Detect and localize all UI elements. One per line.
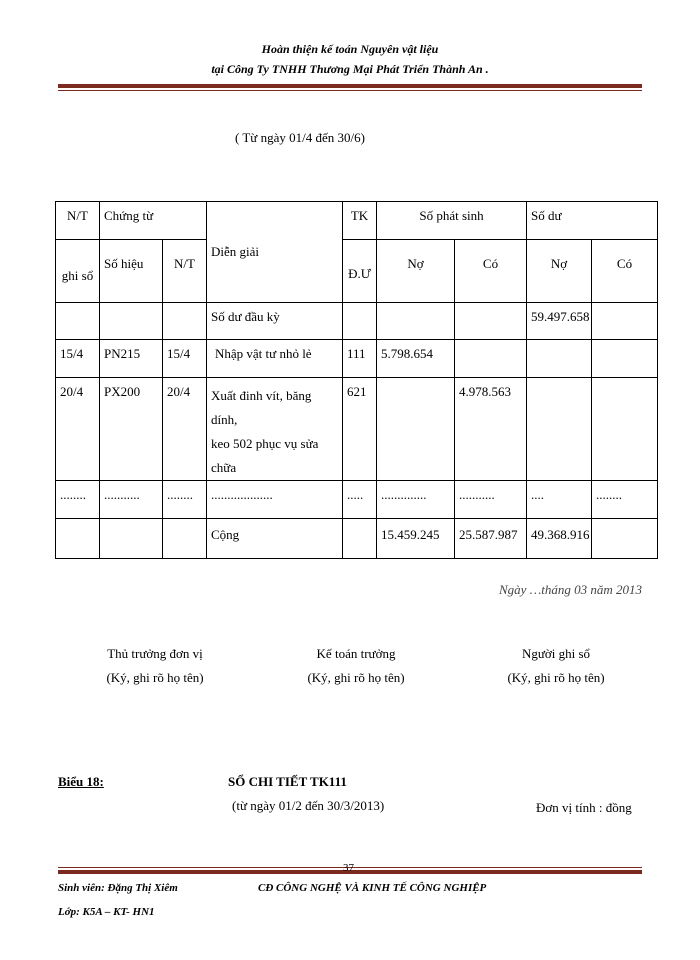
row1-nt: 15/4 (56, 340, 100, 378)
dots-c2: ........... (100, 481, 163, 519)
table-row-total (56, 519, 658, 559)
col-header-diengiai: Diễn giải (207, 202, 343, 303)
signature-note: (Ký, ghi rõ họ tên) (307, 670, 405, 685)
page-number: 37 (343, 862, 354, 874)
dots-c6: .............. (377, 481, 455, 519)
section-period: (từ ngày 01/2 đến 30/3/2013) (232, 798, 385, 813)
col-header-no: Nợ (377, 240, 455, 303)
signature-note: (Ký, ghi rõ họ tên) (507, 670, 605, 685)
col-header-co2: Có (592, 240, 658, 303)
dots-c3: ........ (163, 481, 207, 519)
signature-block-director (55, 646, 255, 686)
footer-school: CĐ CÔNG NGHỆ VÀ KINH TẾ CÔNG NGHIỆP (258, 882, 487, 894)
header-rule-thin (58, 90, 642, 91)
signature-title: Thủ trưởng đơn vị (107, 646, 203, 661)
col-header-co: Có (455, 240, 527, 303)
table-header-row-2 (56, 240, 658, 303)
dots-c1: ........ (56, 481, 100, 519)
table-header-row-1 (56, 202, 658, 240)
dots-c9: ........ (592, 481, 658, 519)
col-header-no2: Nợ (527, 240, 592, 303)
signature-block-chief-accountant (256, 646, 456, 686)
row1-diengiai: Nhập vật tư nhỏ lẻ (207, 340, 343, 378)
signature-title: Người ghi sổ (521, 646, 591, 661)
col-header-chungtu: Chứng từ (100, 202, 207, 240)
row2-ngay: 20/4 (163, 378, 207, 481)
table-row (56, 340, 658, 378)
col-header-nt: N/T (56, 202, 100, 240)
col-header-ghiso: ghi sổ (56, 240, 100, 303)
row2-diengiai-line2: keo 502 phục vụ sửa chữa (211, 436, 319, 475)
signature-title: Kế toán trưởng (316, 646, 396, 661)
table-row-opening (56, 303, 658, 340)
opening-label: Số dư đầu kỳ (207, 303, 343, 340)
total-du-no: 49.368.916 (527, 519, 592, 559)
total-no: 15.459.245 (377, 519, 455, 559)
row2-diengiai (207, 378, 343, 481)
col-header-nt2: N/T (163, 240, 207, 303)
header-rule-thick (58, 84, 642, 88)
row2-co: 4.978.563 (455, 378, 527, 481)
date-line: Ngày …tháng 03 năm 2013 (499, 582, 642, 597)
dots-c8: .... (527, 481, 592, 519)
header-title-line2: tại Công Ty TNHH Thương Mại Phát Triển Thành An . (211, 62, 489, 76)
table-row-dots (56, 481, 658, 519)
opening-du-no: 59.497.658 (527, 303, 592, 340)
ledger-table (55, 201, 658, 559)
row2-sohieu: PX200 (100, 378, 163, 481)
signature-block-recorder (456, 646, 656, 686)
total-label: Cộng (207, 519, 343, 559)
row2-nt: 20/4 (56, 378, 100, 481)
section-unit: Đơn vị tính : đồng (536, 800, 632, 815)
footer-student: Sinh viên: Đặng Thị Xiêm (58, 882, 178, 894)
dots-c4: ................... (207, 481, 343, 519)
col-header-sohieu: Số hiệu (100, 240, 163, 303)
dots-c7: ........... (455, 481, 527, 519)
footer-class: Lớp: K5A – KT- HN1 (58, 906, 155, 918)
row2-tk: 621 (343, 378, 377, 481)
section-label: Biểu 18: (58, 774, 104, 789)
col-header-du: Đ.Ư (343, 240, 377, 303)
row2-diengiai-line1: Xuất đinh vít, băng dính, (211, 388, 312, 427)
header-title-line1: Hoàn thiện kế toán Nguyên vật liệu (261, 42, 439, 56)
row1-no: 5.798.654 (377, 340, 455, 378)
col-header-sodu: Số dư (527, 202, 658, 240)
section-title: SỔ CHI TIẾT TK111 (228, 774, 347, 789)
dots-c5: ..... (343, 481, 377, 519)
col-header-tk: TK (343, 202, 377, 240)
row1-tk: 111 (343, 340, 377, 378)
row1-sohieu: PN215 (100, 340, 163, 378)
table-row (56, 378, 658, 481)
col-header-sophatsinh: Số phát sinh (377, 202, 527, 240)
total-co: 25.587.987 (455, 519, 527, 559)
report-period: ( Từ ngày 01/4 đến 30/6) (235, 130, 365, 145)
row1-ngay: 15/4 (163, 340, 207, 378)
signature-note: (Ký, ghi rõ họ tên) (106, 670, 204, 685)
